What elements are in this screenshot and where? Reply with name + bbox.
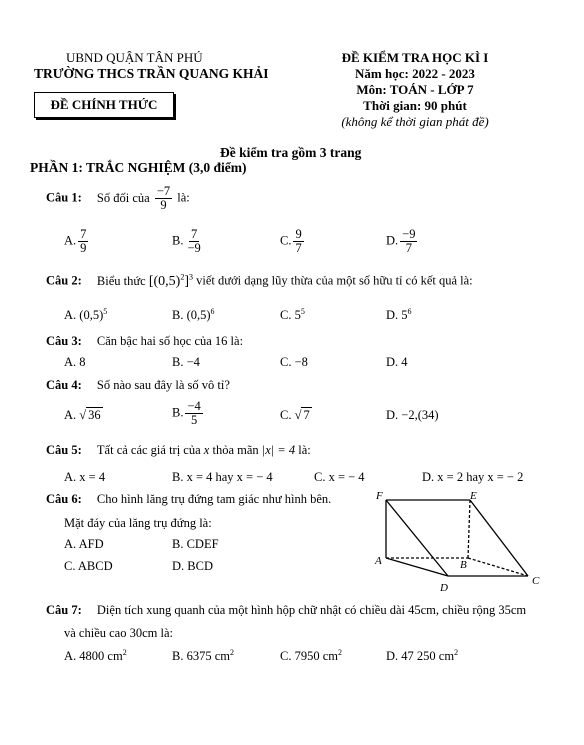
q5-option-c[interactable]: C. x = − 4 <box>314 470 365 484</box>
option-label: B. <box>172 405 184 420</box>
fraction <box>155 185 172 212</box>
question-text: Tất cả các giá trị của <box>96 443 201 457</box>
sqrt: √ 7 <box>294 408 310 422</box>
question-3 <box>46 334 243 349</box>
q1-option-c[interactable] <box>280 228 306 255</box>
fraction <box>78 228 88 255</box>
radicand: 7 <box>303 408 310 422</box>
question-5 <box>46 443 311 458</box>
option-base: (0,5) <box>186 308 211 323</box>
unit-exponent: 2 <box>337 648 342 657</box>
q2-option-d[interactable] <box>386 307 412 323</box>
option-exp: 6 <box>210 307 215 316</box>
unit-exponent: 2 <box>229 648 234 657</box>
q2-option-c[interactable] <box>280 307 305 323</box>
denominator: 7 <box>405 241 412 256</box>
option-label: C. <box>280 408 292 422</box>
option-label: A. <box>64 308 77 323</box>
q1-option-a[interactable] <box>64 228 90 255</box>
question-label: Câu 2: <box>46 273 82 288</box>
q5-option-d[interactable]: D. x = 2 hay x = − 2 <box>422 470 524 484</box>
option-label: B. <box>172 233 184 248</box>
subject: Môn: TOÁN - LỚP 7 <box>356 82 474 97</box>
question-1 <box>46 185 190 212</box>
fraction <box>400 228 417 255</box>
question-7 <box>46 603 526 618</box>
option-base: (0,5) <box>79 308 104 323</box>
option-label: D. <box>386 308 399 323</box>
q7-option-c[interactable] <box>280 648 342 664</box>
vertex-label-B: B <box>460 559 467 571</box>
official-badge <box>34 92 174 118</box>
exam-title: ĐỀ KIỂM TRA HỌC KÌ I <box>341 50 489 65</box>
question-label: Câu 1: <box>46 190 82 205</box>
edge-AD <box>386 558 448 576</box>
fraction <box>185 400 202 427</box>
q4-option-d[interactable]: D. −2,(34) <box>386 408 439 422</box>
question-text-end: viết dưới dạng lũy thừa của một số hữu tỉ có kết quả là: <box>196 273 473 288</box>
q2-option-a[interactable] <box>64 307 107 323</box>
variable: x <box>203 443 210 457</box>
official-badge-text: ĐỀ CHÍNH THỨC <box>50 97 158 112</box>
q4-option-c[interactable] <box>280 408 312 423</box>
denominator: −9 <box>187 241 201 256</box>
vertex-label-C: C <box>532 575 540 587</box>
school-name: TRƯỜNG THCS TRẦN QUANG KHẢI <box>34 66 269 81</box>
question-text: Biểu thức <box>96 273 146 288</box>
numerator: 7 <box>191 227 198 241</box>
question-2 <box>46 272 473 290</box>
question-label: Câu 3: <box>46 334 82 348</box>
option-base: 5 <box>401 308 408 323</box>
option-text: C. 7950 cm <box>280 649 338 664</box>
edge-BC-hidden <box>468 558 528 576</box>
school-year: Năm học: 2022 - 2023 <box>355 66 475 81</box>
q7-option-a[interactable] <box>64 648 127 664</box>
duration-note: (không kể thời gian phát đề) <box>341 114 489 129</box>
power-expression: $[(0,5)^2]^3$ <box>148 272 193 289</box>
option-label: A. <box>64 408 77 422</box>
edge-FD <box>386 500 448 576</box>
option-text: A. 4800 cm <box>64 649 123 664</box>
expr-inner-exp: 2 <box>180 272 185 281</box>
radicand: 36 <box>88 408 101 422</box>
question-label: Câu 5: <box>46 443 82 457</box>
question-text: Cho hình lăng trụ đứng tam giác như hình bên. <box>96 492 332 506</box>
question-text-mid: thỏa mãn <box>212 443 259 457</box>
unit-exponent: 2 <box>122 648 127 657</box>
question-7-line2: và chiều cao 30cm là: <box>64 626 173 640</box>
duration: Thời gian: 90 phút <box>363 98 467 113</box>
sqrt: √ 36 <box>79 408 101 422</box>
q1-option-d[interactable] <box>386 228 419 255</box>
q3-option-c[interactable]: C. −8 <box>280 355 308 369</box>
denominator: 9 <box>160 198 167 213</box>
question-text: Căn bậc hai số học của 16 là: <box>96 334 244 348</box>
option-label: C. <box>280 308 292 323</box>
numerator: −9 <box>402 227 416 241</box>
abs-expression: |x| = 4 <box>261 443 296 457</box>
vertex-label-E: E <box>470 490 477 502</box>
numerator: 7 <box>80 227 87 241</box>
q3-option-b[interactable]: B. −4 <box>172 355 200 369</box>
district-name: UBND QUẬN TÂN PHÚ <box>66 50 203 65</box>
q6-option-b[interactable]: B. CDEF <box>172 537 219 551</box>
question-text: Diện tích xung quanh của một hình hộp chữ nhật có chiều dài 45cm, chiều rộng 35cm <box>96 603 527 617</box>
q4-option-b[interactable] <box>172 400 205 427</box>
option-base: 5 <box>294 308 301 323</box>
numerator: 9 <box>295 227 302 241</box>
question-label: Câu 6: <box>46 492 82 506</box>
q5-option-b[interactable]: B. x = 4 hay x = − 4 <box>172 470 273 484</box>
prism-figure <box>370 488 550 598</box>
question-text-end: là: <box>298 443 311 457</box>
question-text: Số đối của <box>96 190 150 205</box>
q1-option-b[interactable] <box>172 228 205 255</box>
q3-option-d[interactable]: D. 4 <box>386 355 408 369</box>
section-title: PHẦN 1: TRẮC NGHIỆM (3,0 điểm) <box>30 160 247 175</box>
question-6 <box>46 492 331 507</box>
question-label: Câu 7: <box>46 603 82 617</box>
numerator: −7 <box>156 184 171 198</box>
question-text: Số nào sau đây là số vô tỉ? <box>96 378 230 392</box>
q3-option-a[interactable]: A. 8 <box>64 355 86 369</box>
expr-base: (0,5) <box>153 273 181 289</box>
fraction <box>293 228 303 255</box>
option-text: D. 47 250 cm <box>386 649 455 664</box>
option-label: A. <box>64 233 77 248</box>
q2-option-b[interactable] <box>172 307 215 323</box>
q6-option-a[interactable]: A. AFD <box>64 537 104 551</box>
page-count-note: Đề kiểm tra gồm 3 trang <box>220 145 362 160</box>
question-label: Câu 4: <box>46 378 82 392</box>
denominator: 5 <box>191 413 198 428</box>
q7-option-b[interactable] <box>172 648 234 664</box>
q5-option-a[interactable]: A. x = 4 <box>64 470 106 484</box>
q6-subquestion: Mặt đáy của lăng trụ đứng là: <box>64 516 212 530</box>
option-label: C. <box>280 233 292 248</box>
denominator: 7 <box>295 241 302 256</box>
vertex-label-A: A <box>375 555 382 567</box>
q4-option-a[interactable] <box>64 408 103 423</box>
q6-option-d[interactable]: D. BCD <box>172 559 213 573</box>
option-exp: 6 <box>407 307 412 316</box>
denominator: 9 <box>80 241 87 256</box>
option-exp: 5 <box>300 307 305 316</box>
edge-EB-hidden <box>468 500 470 558</box>
vertex-label-F: F <box>376 490 383 502</box>
expr-outer-exp: 3 <box>188 272 193 281</box>
option-text: B. 6375 cm <box>172 649 230 664</box>
q6-option-c[interactable]: C. ABCD <box>64 559 113 573</box>
edge-EC <box>470 500 528 576</box>
option-label: D. <box>386 233 399 248</box>
fraction <box>185 228 202 255</box>
option-label: B. <box>172 308 184 323</box>
question-text-end: là: <box>177 190 190 205</box>
numerator: −4 <box>187 399 201 413</box>
option-exp: 5 <box>103 307 108 316</box>
unit-exponent: 2 <box>454 648 459 657</box>
q7-option-d[interactable] <box>386 648 458 664</box>
vertex-label-D: D <box>440 582 448 594</box>
question-4 <box>46 378 230 393</box>
